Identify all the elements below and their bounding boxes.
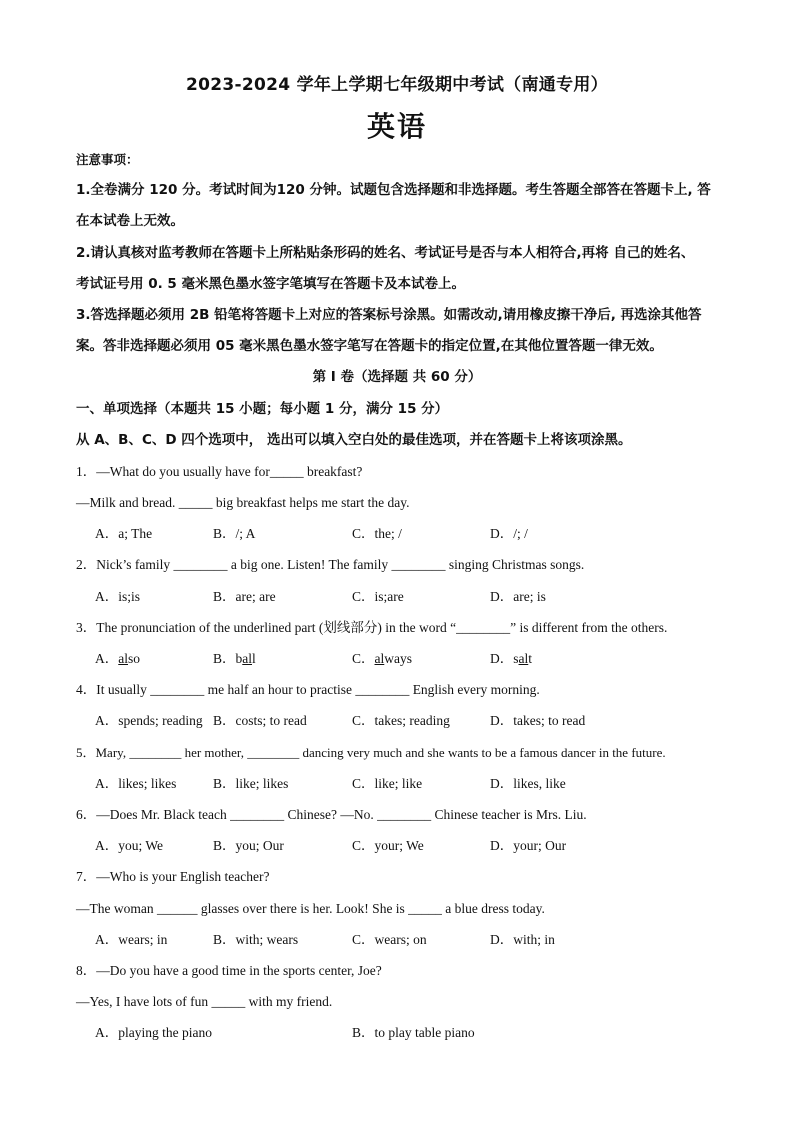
notice-item-3: 3.答选择题必须用 2B 铅笔将答题卡上对应的答案标号涂黑。如需改动,请用橡皮擦干净后, 再选涂其他答 [76, 307, 702, 323]
question-6-stem: 6．—Does Mr. Black teach ________ Chinese? —No. ________ Chinese teacher is Mrs. Liu. [76, 807, 587, 822]
question-2-option-d: D．are; is [490, 589, 546, 604]
question-8-option-b: B．to play table piano [352, 1025, 475, 1040]
question-6-option-d: D．your; Our [490, 838, 567, 853]
question-7-option-a: A．wears; in [95, 932, 168, 947]
word-rest: t [528, 651, 533, 666]
question-6-option-c: C．your; We [352, 838, 424, 853]
question-1-stem: 1．—What do you usually have for_____ breakfast? [76, 464, 363, 479]
question-7-option-b: B．with; wears [213, 932, 299, 947]
section-heading: 一、单项选择（本题共 15 小题；每小题 1 分，满分 15 分） [76, 401, 449, 417]
underlined-part: al [118, 651, 128, 666]
question-3-stem: 3．The pronunciation of the underlined part (划线部分) in the word “________” is different from the others. [76, 620, 668, 635]
question-3-option-a [95, 650, 140, 668]
question-6-option-a: A．you; We [95, 838, 164, 853]
notice-item-2: 2.请认真核对监考教师在答题卡上所粘贴条形码的姓名、考试证号是否与本人相符合,再将 自己的姓名、 [76, 245, 695, 261]
word-rest: l [252, 651, 256, 666]
question-7-dialogue: —The woman ______ glasses over there is her. Look! She is _____ a blue dress today. [76, 901, 545, 916]
exam-title: 2023-2024 学年上学期七年级期中考试（南通专用） [185, 75, 608, 95]
word-prefix: s [513, 651, 519, 666]
question-2-stem: 2．Nick’s family ________ a big one. Listen! The family ________ singing Christmas songs. [76, 557, 585, 572]
question-5-option-c: C．like; like [352, 776, 423, 791]
question-5-option-a: A．likes; likes [95, 776, 177, 791]
question-2-option-c: C．is;are [352, 589, 404, 604]
part-title: 第 I 卷（选择题 共 60 分） [312, 369, 482, 385]
underlined-part: al [242, 651, 253, 666]
question-2-option-a: A．is;is [95, 589, 141, 604]
option-letter: C． [352, 651, 375, 666]
question-8-stem: 8．—Do you have a good time in the sports center, Joe? [76, 963, 382, 978]
notice-item-2-cont: 考试证号用 0. 5 毫米黑色墨水签字笔填写在答题卡及本试卷上。 [76, 276, 466, 292]
question-4-option-d: D．takes; to read [490, 713, 586, 728]
question-4-option-b: B．costs; to read [213, 713, 307, 728]
question-6-option-b: B．you; Our [213, 838, 284, 853]
question-3-option-c [352, 650, 412, 668]
question-8-option-a: A．playing the piano [95, 1025, 212, 1040]
question-8-dialogue: —Yes, I have lots of fun _____ with my friend. [76, 994, 333, 1009]
word-rest: ways [384, 651, 413, 666]
question-1-option-d: D．/; / [490, 526, 528, 541]
question-3-option-b [213, 650, 256, 668]
question-5-stem: 5．Mary, ________ her mother, ________ dancing very much and she wants to be a famous dancer in the future. [76, 745, 666, 760]
question-5-option-d: D．likes, like [490, 776, 566, 791]
notice-heading: 注意事项： [76, 152, 139, 167]
question-7-stem: 7．—Who is your English teacher? [76, 869, 270, 884]
word-rest: so [128, 651, 141, 666]
section-instruction: 从 A、B、C、D 四个选项中， 选出可以填入空白处的最佳选项，并在答题卡上将该项涂黑。 [76, 432, 632, 448]
option-letter: D． [490, 651, 514, 666]
underlined-part: al [518, 651, 529, 666]
question-4-option-c: C．takes; reading [352, 713, 450, 728]
word-prefix: b [235, 651, 243, 666]
notice-item-1-cont: 在本试卷上无效。 [76, 213, 184, 229]
question-1-option-b: B．/; A [213, 526, 256, 541]
question-4-option-a: A．spends; reading [95, 713, 203, 728]
option-letter: B． [213, 651, 236, 666]
question-1-option-c: C．the; / [352, 526, 402, 541]
question-7-option-c: C．wears; on [352, 932, 427, 947]
option-letter: A． [95, 651, 119, 666]
notice-item-3-cont: 案。答非选择题必须用 05 毫米黑色墨水签字笔写在答题卡的指定位置,在其他位置答题一律无效。 [76, 338, 663, 354]
question-1-dialogue: —Milk and bread. _____ big breakfast helps me start the day. [76, 495, 410, 510]
question-1-option-a: A．a; The [95, 526, 153, 541]
question-2-option-b: B．are; are [213, 589, 276, 604]
question-4-stem: 4．It usually ________ me half an hour to practise ________ English every morning. [76, 682, 540, 697]
question-3-option-d [490, 650, 532, 668]
subject-title: 英语 [366, 110, 427, 143]
underlined-part: al [374, 651, 385, 666]
notice-item-1: 1.全卷满分 120 分。考试时间为120 分钟。试题包含选择题和非选择题。考生答题全部答在答题卡上, 答 [76, 182, 711, 198]
question-7-option-d: D．with; in [490, 932, 555, 947]
question-5-option-b: B．like; likes [213, 776, 289, 791]
